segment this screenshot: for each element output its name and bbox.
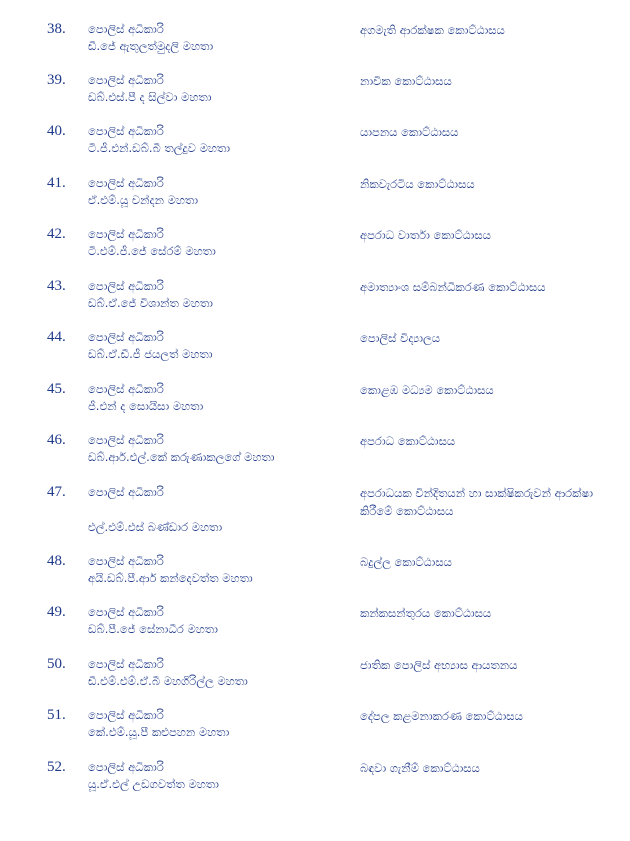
officer-rank: පොලිස් අධිකාරි [88, 124, 164, 138]
officer-rank: පොලිස් අධිකාරි [88, 176, 164, 190]
officer-rank: පොලිස් අධිකාරි [88, 433, 164, 447]
assigned-division: අගමැති ආරක්ෂක කොට්ඨාසය [360, 23, 505, 37]
entry-number: 52. [47, 759, 66, 775]
assigned-division: අපරාධ වාර්තා කොට්ඨාසය [360, 228, 491, 242]
entry-number: 45. [47, 381, 66, 397]
officer-rank: පොලිස් අධිකාරි [88, 708, 164, 722]
officer-rank: පොලිස් අධිකාරි [88, 382, 164, 396]
list-item [0, 603, 630, 643]
officer-rank: පොලිස් අධිකාරි [88, 22, 164, 36]
assigned-division: අපරාධ කොට්ඨාසය [360, 434, 456, 448]
entry-number: 46. [47, 432, 66, 448]
list-item [0, 20, 630, 60]
entry-number: 51. [47, 707, 66, 723]
entry-number: 47. [47, 484, 66, 500]
officer-name: ඩී.ජේ ඇතුලත්මුදලි මහතා [88, 39, 214, 53]
assigned-division: දේපල කළමනාකරණ කොට්ඨාසය [360, 709, 523, 723]
officer-rank: පොලිස් අධිකාරි [88, 760, 164, 774]
assigned-division: කන්කසන්තුරය කොට්ඨාසය [360, 606, 492, 620]
list-item [0, 328, 630, 368]
assigned-division: කොළඹ මධ්‍යම කොට්ඨාසය [360, 383, 494, 397]
list-item [0, 758, 630, 798]
entry-number: 38. [47, 21, 66, 37]
entry-number: 48. [47, 553, 66, 569]
list-item [0, 380, 630, 420]
list-item [0, 655, 630, 695]
officer-rank: පොලිස් අධිකාරි [88, 279, 164, 293]
entry-number: 49. [47, 604, 66, 620]
officer-rank: පොලිස් අධිකාරි [88, 330, 164, 344]
officer-name: ඩී.එම්.එම්.ඒ.බී මහගිරිල්ල මහතා [88, 674, 248, 688]
officer-name: ඩබ්.ඒ.ඩී.ජී ජයලත් මහතා [88, 347, 213, 361]
assigned-division: නාවික කොට්ඨාසය [360, 74, 452, 88]
officer-name: ටී.එම්.ජී.ජේ සේරම් මහතා [88, 244, 216, 258]
list-item [0, 71, 630, 111]
officer-rank: පොලිස් අධිකාරි [88, 657, 164, 671]
assigned-division: යාපනය කොට්ඨාසය [360, 125, 459, 139]
officer-rank: පොලිස් අධිකාරි [88, 227, 164, 241]
list-item [0, 122, 630, 162]
entry-number: 42. [47, 226, 66, 242]
entry-number: 43. [47, 278, 66, 294]
officer-name: කේ.එම්.යූ.පී කළුපහන මහතා [88, 725, 230, 739]
entry-number: 40. [47, 123, 66, 139]
entry-number: 41. [47, 175, 66, 191]
officer-rank: පොලිස් අධිකාරි [88, 554, 164, 568]
entry-number: 39. [47, 72, 66, 88]
list-item [0, 277, 630, 317]
officer-name: ඒ.එම්.යූ චන්දන මහතා [88, 193, 199, 207]
list-item [0, 706, 630, 746]
officer-rank: පොලිස් අධිකාරි [88, 605, 164, 619]
assigned-division: පොලිස් විද්‍යාලය [360, 331, 441, 345]
officer-name: යූ.ඒ.එල් උඩගවත්ත මහතා [88, 777, 219, 791]
list-item [0, 174, 630, 214]
officer-name: එල්.එම්.එස් බණ්ඩාර මහතා [88, 520, 223, 534]
assigned-division: නිකවැරටිය කොට්ඨාසය [360, 177, 475, 191]
list-item [0, 431, 630, 471]
officer-name: ඩබ්.ආර්.එල්.කේ කරුණාකලගේ මහතා [88, 450, 275, 464]
assigned-division: බදුල්ල කොට්ඨාසය [360, 555, 452, 569]
list-item [0, 483, 630, 539]
list-item [0, 552, 630, 592]
assigned-division: ජාතික පොලිස් අභ්‍යාස ආයතනය [360, 658, 518, 672]
officer-rank: පොලිස් අධිකාරි [88, 485, 164, 499]
officer-rank: පොලිස් අධිකාරි [88, 73, 164, 87]
entry-number: 50. [47, 656, 66, 672]
officer-name: ජී.එන් ද සොයිසා මහතා [88, 399, 204, 413]
officer-name: ඩබ්.ඒ.ජේ විශාන්ත මහතා [88, 296, 213, 310]
assigned-division: අපරාධයක වින්දිතයන් හා සාක්ෂිකරුවන් ආරක්ෂා කිරීමේ කොට්ඨාසය [360, 486, 594, 518]
assigned-division: අමාත්‍යාංශ සම්බන්ධීකරණ කොට්ඨාසය [360, 280, 546, 294]
officer-name: අයි.ඩබ්.පී.ආර් කන්දෙවත්ත මහතා [88, 571, 253, 585]
officer-name: ටී.ජී.එන්.ඩබ්.බී තල්දුව මහතා [88, 141, 231, 155]
list-item [0, 225, 630, 265]
assigned-division: බඳවා ගැනීම් කොට්ඨාසය [360, 761, 480, 775]
entry-number: 44. [47, 329, 66, 345]
officer-name: ඩබ්.පී.ජේ සේනාධීර මහතා [88, 622, 218, 636]
officer-name: ඩබ්.එස්.පී ද සිල්වා මහතා [88, 90, 212, 104]
